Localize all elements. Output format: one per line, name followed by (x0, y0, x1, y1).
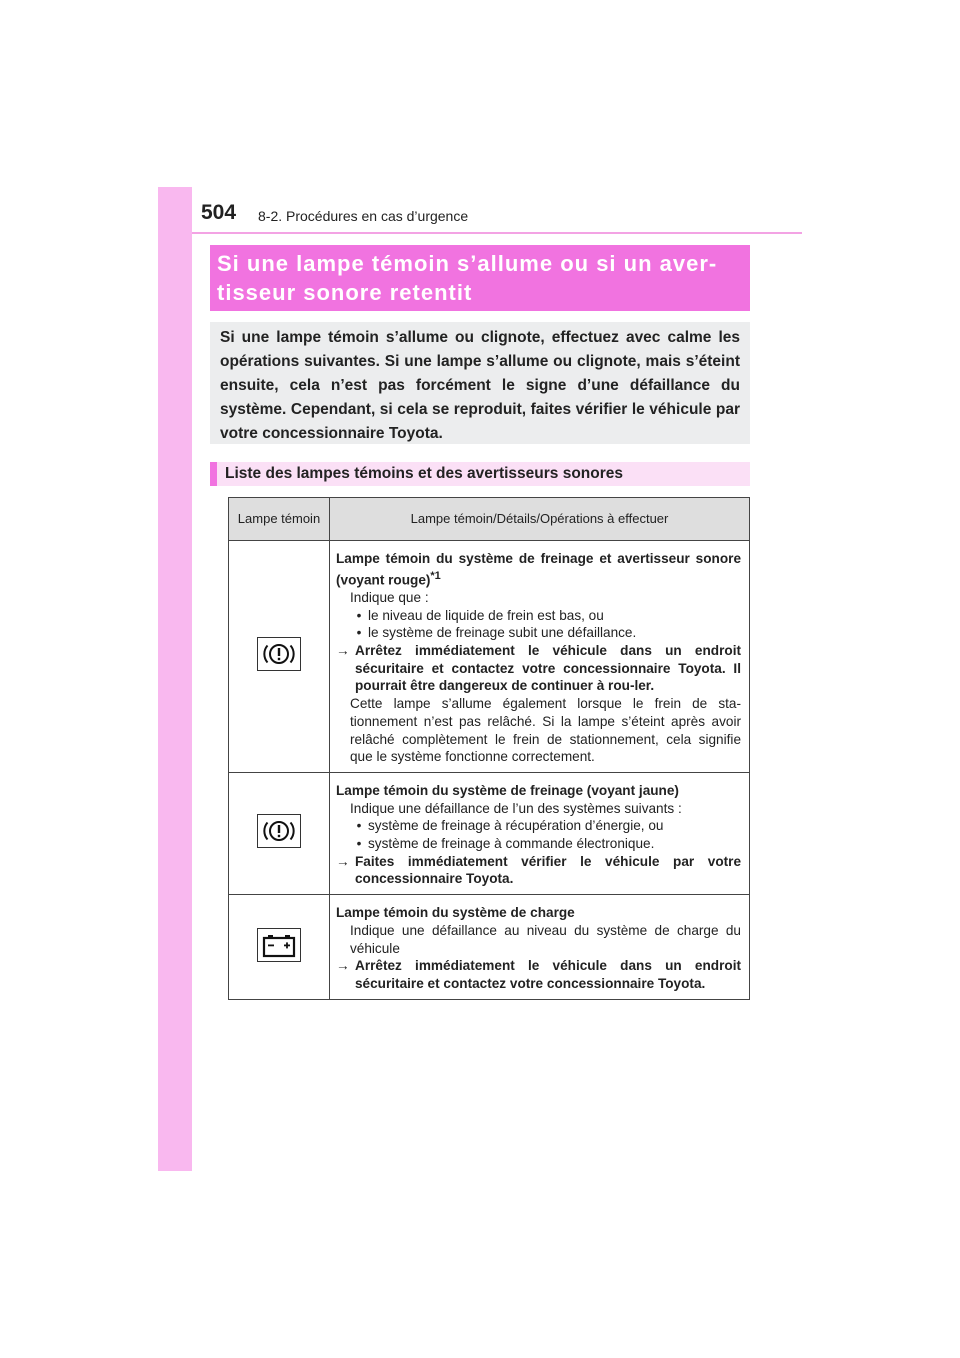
lamp-indicates: Indique que : (350, 589, 429, 605)
header-lamp: Lampe témoin (229, 498, 330, 541)
page-number: 504 (201, 201, 237, 224)
table-row (229, 772, 750, 894)
table-row (229, 895, 750, 1000)
icon-cell (229, 541, 330, 773)
table-header-row (229, 498, 750, 541)
header-divider (192, 232, 802, 234)
lamp-action: → Arrêtez immédiatement le véhicule dans un endroit sécuritaire et contactez votre concessionnaire Toyota. (336, 958, 741, 991)
brake-warning-icon (257, 637, 301, 671)
list-item: • système de freinage à récupération d’énergie, ou (356, 818, 664, 834)
lamp-action: → Faites immédiatement vérifier le véhicule par votre concessionnaire Toyota. (336, 853, 741, 887)
description-cell (330, 772, 750, 894)
list-item: • système de freinage à commande électronique. (356, 836, 655, 852)
lamp-indicates: Indique une défaillance au niveau du système de charge du véhicule (350, 922, 741, 956)
lamp-action: → Arrêtez immédiatement le véhicule dans un endroit sécuritaire et contactez votre concessionnaire Toyota. Il pourrait être dangereux de continuer à rou-ler. (336, 643, 741, 694)
section-heading-text: Liste des lampes témoins et des avertisseurs sonores (225, 465, 624, 482)
list-item: • le système de freinage subit une défaillance. (356, 625, 637, 641)
lamp-table (228, 497, 750, 1000)
icon-cell (229, 772, 330, 894)
list-item: • le niveau de liquide de frein est bas, ou (356, 607, 604, 623)
intro-text: Si une lampe témoin s’allume ou clignote, effectuez avec calme les opérations suivantes. Si une lampe s’allume ou clignote, mais s’éteint ensuite, cela n’est pas forcément le signe d’une défaillance du système. Cependant, si cela se reproduit, faites vérifier le véhicule par votre concessionnaire Toyota. (220, 329, 740, 442)
lamp-note: Cette lampe s’allume également lorsque le frein de sta-tionnement n’est pas relâché. Si la lampe s’éteint après avoir relâché complètement le frein de stationnement, cela signifie que le système fonctionne correctement. (350, 696, 741, 765)
footnote-marker: *1 (430, 569, 441, 582)
table-row (229, 541, 750, 773)
section-banner (210, 245, 750, 311)
brake-warning-icon (257, 814, 301, 848)
lamp-title: Lampe témoin du système de charge (336, 905, 575, 921)
chapter-title: 8-2. Procédures en cas d’urgence (258, 208, 469, 224)
banner-title: Si une lampe témoin s’allume ou si un aver-tisseur sonore retentit (217, 251, 718, 305)
battery-charge-icon (257, 928, 301, 962)
description-cell (330, 895, 750, 1000)
lamp-indicates: Indique une défaillance de l’un des systèmes suivants : (350, 800, 682, 816)
intro-box (210, 322, 750, 444)
description-cell (330, 541, 750, 773)
section-heading (210, 462, 750, 486)
lamp-title: Lampe témoin du système de freinage et avertisseur sonore (voyant rouge)$^{*1}$ (336, 551, 741, 588)
lamp-title: Lampe témoin du système de freinage (voyant jaune) (336, 782, 679, 798)
icon-cell (229, 895, 330, 1000)
header-details: Lampe témoin/Détails/Opérations à effectuer (330, 498, 750, 541)
side-strip (158, 187, 192, 1171)
